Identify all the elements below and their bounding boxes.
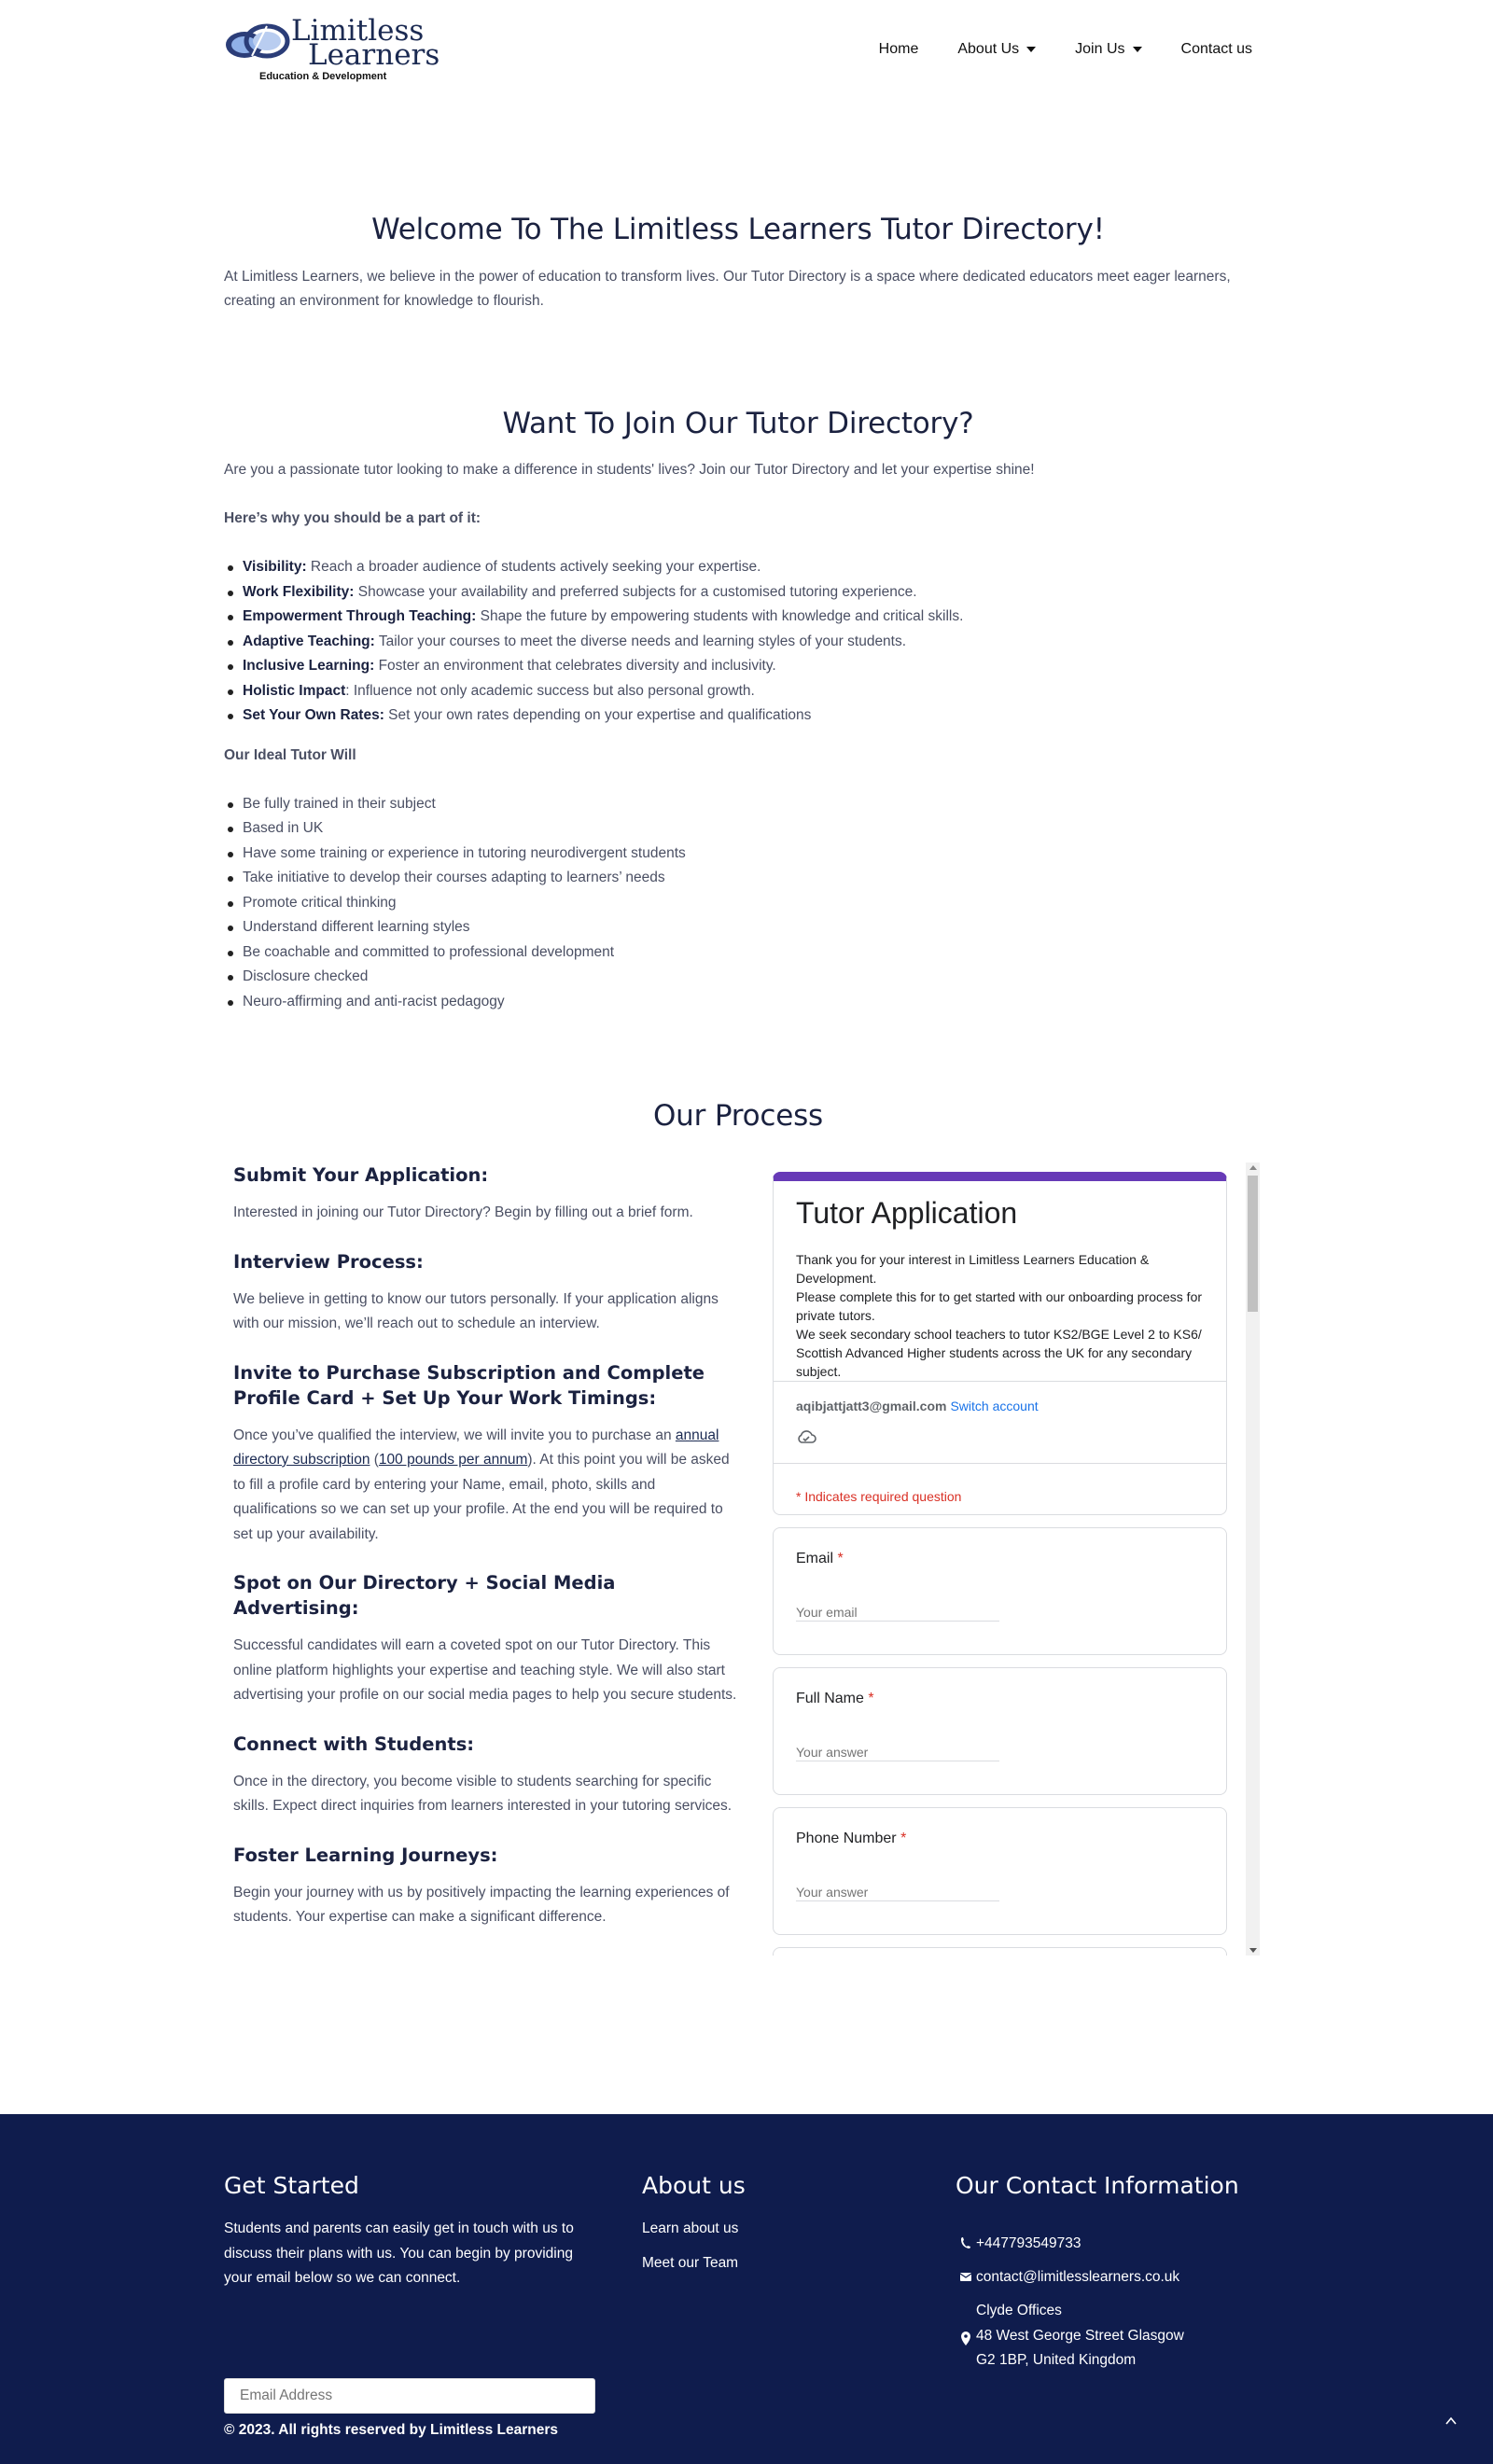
contact-email[interactable] [956,2265,1179,2290]
step-heading: Submit Your Application: [233,1164,489,1186]
form-title: Tutor Application [796,1196,1018,1230]
step-heading: Connect with Students: [233,1733,475,1755]
copyright: © 2023. All rights reserved by Limitless Learners [224,2422,559,2438]
list-item: Set Your Own Rates: Set your own rates depending on your expertise and qualifications [224,703,1252,729]
ideal-list [224,792,1252,1015]
required-note: * Indicates required question [796,1489,962,1504]
step-text: We believe in getting to know our tutors personally. If your application aligns with our mission, we’ll reach out to schedule an interview. [233,1290,719,1331]
ideal-heading: Our Ideal Tutor Will [224,746,356,763]
logo-text-limitless: Limitless [291,14,425,48]
account-row [796,1399,1039,1413]
step-text: Successful candidates will earn a coveted spot on our Tutor Directory. This online platform highlights your expertise and teaching style. We will also start advertising your profile on our social media pages to help you secure students. [233,1637,737,1703]
list-item: Disclosure checked [224,965,1252,990]
step-text: Once in the directory, you become visible to students searching for specific skills. Expect direct inquiries from learners interested in your tutoring services. [233,1773,733,1814]
welcome-section [224,213,1252,313]
list-item: Based in UK [224,816,1252,842]
list-item: Visibility: Reach a broader audience of students actively seeking your expertise. [224,555,1252,580]
caret-down-icon [1133,47,1142,52]
scroll-down-icon[interactable] [1249,1948,1257,1953]
form-scrollbar[interactable] [1246,1162,1260,1956]
list-item: Understand different learning styles [224,915,1252,940]
logo-text-learners: Learners [308,38,440,72]
list-item: Adaptive Teaching: Tailor your courses to meet the diverse needs and learning styles of your students. [224,630,1252,655]
list-item: Holistic Impact: Influence not only academic success but also personal growth. [224,679,1252,704]
nav-join-us[interactable] [1075,41,1141,58]
contact-phone[interactable] [956,2232,1081,2257]
list-item: Promote critical thinking [224,891,1252,916]
form-description: Thank you for your interest in Limitless Learners Education & Development. Please complete this for to get started with our onboarding process for private tutors. We seek secondary school teachers to tutor KS2/BGE Level 2 to KS6/ Scottish Advanced Higher students across the UK for any secondary subject. [796,1252,1203,1379]
nav-home[interactable] [879,41,919,58]
scroll-up-icon[interactable] [1249,1165,1257,1170]
list-item: Have some training or experience in tutoring neurodivergent students [224,842,1252,867]
question-label: Email * [796,1551,844,1566]
list-item: Inclusive Learning: Foster an environment that celebrates diversity and inclusivity. [224,654,1252,679]
main-nav [840,41,1252,58]
contact-address-text: Clyde Offices 48 West George Street Glasgow G2 1BP, United Kingdom [976,2303,1184,2368]
contact-email-text: contact@limitlesslearners.co.uk [976,2269,1180,2285]
footer-about [642,2172,885,2276]
email-field[interactable] [796,1603,999,1622]
logo-tagline: Education & Development [259,71,387,82]
switch-account-link[interactable]: Switch account [950,1399,1039,1413]
nav-contact-us-label: Contact us [1180,41,1252,57]
list-item: Neuro-affirming and anti-racist pedagogy [224,990,1252,1015]
footer-text: Students and parents can easily get in touch with us to discuss their plans with us. You can begin by providing your email below so we can connect. [224,2220,574,2286]
contact-phone-text: +447793549733 [976,2235,1081,2251]
map-pin-icon [956,2299,976,2374]
footer-heading: About us [642,2172,746,2199]
nav-about-us-label: About Us [957,41,1020,57]
form-header-card [773,1172,1227,1515]
step-heading: Interview Process: [233,1250,424,1273]
list-item: Take initiative to develop their courses adapting to learners’ needs [224,866,1252,891]
account-email: aqibjattjatt3@gmail.com [796,1399,947,1413]
question-card-phone [773,1807,1227,1935]
list-item: Be coachable and committed to professional development [224,940,1252,966]
question-card-full-name [773,1667,1227,1795]
footer-get-started [224,2172,597,2291]
footer-heading: Our Contact Information [956,2172,1239,2199]
full-name-field[interactable] [796,1743,999,1761]
phone-number-field[interactable] [796,1883,999,1901]
nav-about-us[interactable] [957,41,1036,58]
site-footer [0,2114,1493,2464]
back-to-top-icon[interactable] [1444,2415,1458,2428]
application-form-embed[interactable] [773,1162,1260,1956]
site-header [224,0,1252,103]
benefits-list [224,555,1252,729]
envelope-icon [956,2265,976,2290]
divider [774,1381,1226,1382]
nav-join-us-label: Join Us [1075,41,1125,57]
nav-contact-us[interactable] [1181,41,1252,58]
join-section [224,407,1252,1014]
divider [774,1463,1226,1464]
question-card-next [773,1947,1227,1956]
nav-home-label: Home [878,41,919,57]
logo-mark-icon [224,19,295,63]
footer-contact [956,2172,1263,2377]
list-item: Be fully trained in their subject [224,792,1252,817]
price-link[interactable]: 100 pounds per annum [378,1452,528,1468]
footer-heading: Get Started [224,2172,359,2199]
question-card-email [773,1527,1227,1655]
step-heading: Spot on Our Directory + Social Media Advertising: [233,1572,616,1619]
cloud-icon [796,1429,816,1444]
logo[interactable] [224,14,440,84]
process-section [224,1099,1252,1133]
welcome-title: Welcome To The Limitless Learners Tutor Directory! [371,213,1105,246]
question-label: Phone Number * [796,1831,907,1846]
email-address-input[interactable] [224,2378,595,2414]
caret-down-icon [1026,47,1036,52]
why-heading: Here’s why you should be a part of it: [224,510,481,526]
list-item: Empowerment Through Teaching: Shape the future by empowering students with knowledge and critical skills. [224,605,1252,630]
process-steps [233,1162,737,1930]
list-item: Work Flexibility: Showcase your availability and preferred subjects for a customised tutoring experience. [224,580,1252,606]
meet-our-team-link[interactable]: Meet our Team [642,2254,739,2271]
step-text: Begin your journey with us by positively impacting the learning experiences of students. Your expertise can make a significant difference. [233,1884,730,1925]
join-intro: Are you a passionate tutor looking to make a difference in students' lives? Join our Tutor Directory and let your expertise shine! [224,462,1035,478]
annual-subscription-link[interactable]: annual directory subscription [233,1427,719,1468]
learn-about-us-link[interactable]: Learn about us [642,2220,739,2236]
welcome-text: At Limitless Learners, we believe in the power of education to transform lives. Our Tutor Directory is a space where dedicated educators meet eager learners, creating an environment for knowledge to flourish. [224,269,1231,309]
join-title: Want To Join Our Tutor Directory? [502,407,974,440]
contact-address [956,2299,1184,2374]
step-text: Once you’ve qualified the interview, we will invite you to purchase an annual directory subscription (100 pounds per annum). At this point you will be asked to fill a profile card by entering your Name, email, photo, skills and qualifications so we can set up your profile. At the end you will be required to set up your availability. [233,1427,730,1542]
step-text: Interested in joining our Tutor Directory? Begin by filling out a brief form. [233,1204,693,1220]
question-label: Full Name * [796,1691,874,1706]
step-heading: Invite to Purchase Subscription and Complete Profile Card + Set Up Your Work Timings: [233,1361,705,1409]
process-title: Our Process [652,1099,824,1133]
step-heading: Foster Learning Journeys: [233,1844,498,1866]
scrollbar-thumb[interactable] [1248,1176,1258,1312]
phone-icon [956,2232,976,2256]
